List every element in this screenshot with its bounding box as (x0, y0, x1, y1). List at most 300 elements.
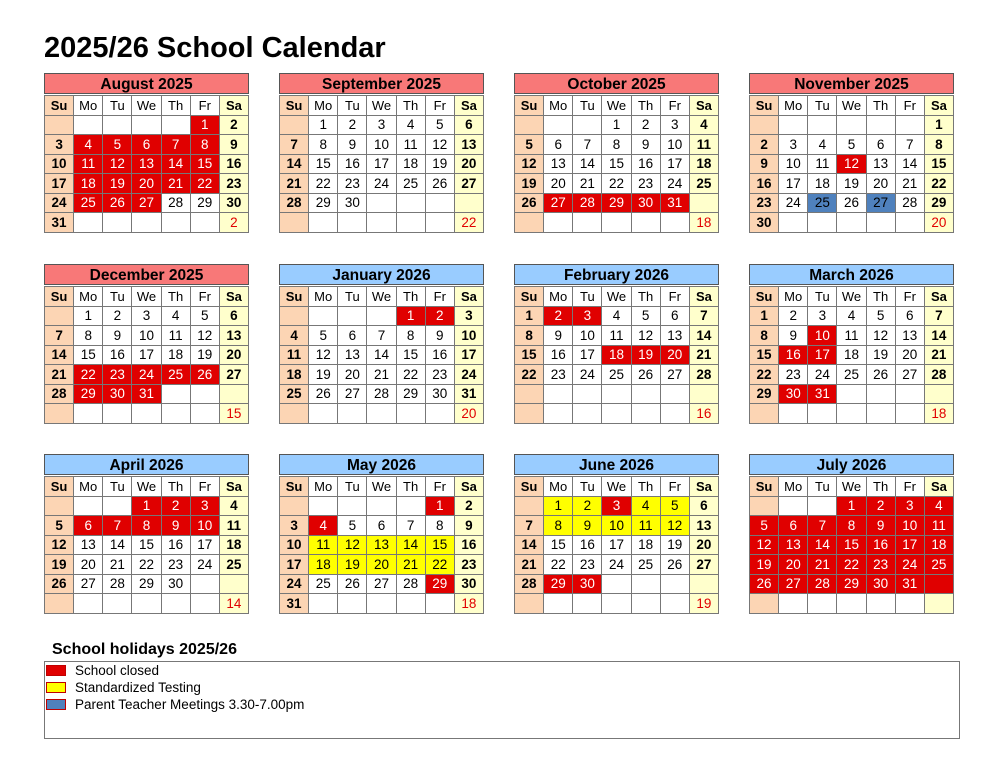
legend-label: School closed (75, 663, 160, 678)
empty-cell (103, 213, 132, 233)
day-cell: 7 (103, 516, 132, 536)
day-cell: 28 (280, 193, 309, 213)
day-cell: 4 (689, 115, 718, 135)
day-cell: 10 (367, 135, 396, 155)
day-cell: 29 (190, 193, 219, 213)
weekday-header: Su (750, 477, 779, 497)
empty-cell (866, 404, 895, 424)
day-cell: 27 (895, 365, 924, 385)
day-cell: 13 (779, 535, 808, 555)
school-day-count: 16 (689, 404, 718, 424)
day-cell: 3 (45, 135, 74, 155)
weekday-header: We (602, 477, 631, 497)
day-cell: 18 (396, 154, 425, 174)
empty-cell (74, 594, 103, 614)
day-cell: 18 (837, 345, 866, 365)
month-header: June 2026 (514, 454, 719, 475)
day-cell: 21 (103, 555, 132, 575)
empty-cell (309, 213, 338, 233)
day-cell: 15 (924, 154, 953, 174)
day-cell: 11 (689, 135, 718, 155)
empty-cell (190, 213, 219, 233)
day-cell: 16 (631, 154, 660, 174)
weekday-header: Mo (779, 96, 808, 116)
weekday-header: Fr (190, 477, 219, 497)
empty-cell (74, 404, 103, 424)
day-cell: 26 (338, 574, 367, 594)
day-cell: 2 (338, 115, 367, 135)
day-cell: 28 (103, 574, 132, 594)
day-cell: 16 (338, 154, 367, 174)
school-day-count: 2 (219, 213, 248, 233)
empty-cell (515, 496, 544, 516)
day-cell: 5 (45, 516, 74, 536)
day-cell: 16 (573, 535, 602, 555)
day-cell: 4 (161, 306, 190, 326)
day-cell: 10 (45, 154, 74, 174)
weekday-header: Th (631, 96, 660, 116)
school-day-count: 18 (454, 594, 483, 614)
day-cell: 29 (396, 384, 425, 404)
day-cell: 22 (602, 174, 631, 194)
school-day-count: 18 (924, 404, 953, 424)
day-cell: 29 (74, 384, 103, 404)
empty-cell (74, 213, 103, 233)
day-cell: 22 (924, 174, 953, 194)
day-cell: 29 (544, 574, 573, 594)
empty-cell (515, 594, 544, 614)
weekday-header: Sa (219, 287, 248, 307)
day-cell: 28 (367, 384, 396, 404)
empty-cell (280, 213, 309, 233)
weekday-header: Su (280, 287, 309, 307)
day-cell: 14 (573, 154, 602, 174)
day-cell: 22 (425, 555, 454, 575)
day-cell: 5 (631, 306, 660, 326)
empty-cell (515, 404, 544, 424)
empty-cell (602, 384, 631, 404)
month-table (279, 95, 484, 233)
weekday-header: We (367, 287, 396, 307)
day-cell: 22 (544, 555, 573, 575)
empty-cell (660, 404, 689, 424)
legend-swatch-closed (46, 665, 66, 676)
day-cell: 9 (425, 326, 454, 346)
month-february-2026 (514, 264, 719, 424)
day-cell: 7 (808, 516, 837, 536)
day-cell: 4 (837, 306, 866, 326)
day-cell: 22 (309, 174, 338, 194)
day-cell: 28 (396, 574, 425, 594)
empty-cell (103, 115, 132, 135)
empty-cell (573, 213, 602, 233)
school-day-count: 14 (219, 594, 248, 614)
empty-cell (396, 404, 425, 424)
day-cell: 1 (515, 306, 544, 326)
day-cell: 1 (190, 115, 219, 135)
day-cell: 15 (396, 345, 425, 365)
day-cell: 19 (425, 154, 454, 174)
empty-cell (750, 594, 779, 614)
day-cell: 7 (573, 135, 602, 155)
legend-box (44, 661, 960, 739)
day-cell: 9 (544, 326, 573, 346)
day-cell: 5 (515, 135, 544, 155)
day-cell: 30 (573, 574, 602, 594)
empty-cell (45, 404, 74, 424)
day-cell: 19 (631, 345, 660, 365)
weekday-header: Mo (544, 477, 573, 497)
day-cell: 16 (219, 154, 248, 174)
weekday-header: Tu (103, 287, 132, 307)
day-cell: 24 (895, 555, 924, 575)
empty-cell (573, 594, 602, 614)
day-cell: 24 (660, 174, 689, 194)
day-cell: 12 (338, 535, 367, 555)
day-cell: 30 (103, 384, 132, 404)
day-cell: 14 (808, 535, 837, 555)
day-cell: 25 (602, 365, 631, 385)
day-cell: 30 (425, 384, 454, 404)
weekday-header: Tu (573, 287, 602, 307)
day-cell: 6 (367, 516, 396, 536)
day-cell: 14 (103, 535, 132, 555)
weekday-header: Su (750, 287, 779, 307)
empty-cell (161, 384, 190, 404)
weekday-header: Fr (895, 287, 924, 307)
day-cell: 30 (454, 574, 483, 594)
empty-cell (602, 213, 631, 233)
day-cell: 7 (396, 516, 425, 536)
day-cell: 28 (515, 574, 544, 594)
weekday-header: Su (45, 287, 74, 307)
day-cell: 21 (45, 365, 74, 385)
empty-cell (631, 574, 660, 594)
empty-cell (219, 384, 248, 404)
day-cell: 19 (190, 345, 219, 365)
school-day-count: 19 (689, 594, 718, 614)
day-cell: 16 (750, 174, 779, 194)
weekday-header: Th (631, 287, 660, 307)
day-cell: 19 (338, 555, 367, 575)
day-cell: 23 (750, 193, 779, 213)
empty-cell (45, 115, 74, 135)
empty-cell (309, 496, 338, 516)
day-cell: 2 (219, 115, 248, 135)
day-cell: 12 (837, 154, 866, 174)
empty-cell (280, 496, 309, 516)
day-cell: 9 (219, 135, 248, 155)
empty-cell (338, 213, 367, 233)
day-cell: 8 (396, 326, 425, 346)
weekday-header: Th (866, 96, 895, 116)
day-cell: 1 (132, 496, 161, 516)
empty-cell (132, 594, 161, 614)
day-cell: 3 (660, 115, 689, 135)
empty-cell (602, 574, 631, 594)
weekday-header: Tu (338, 287, 367, 307)
weekday-header: Fr (895, 96, 924, 116)
weekday-header: Fr (190, 96, 219, 116)
empty-cell (367, 594, 396, 614)
day-cell: 10 (660, 135, 689, 155)
day-cell: 8 (750, 326, 779, 346)
empty-cell (602, 594, 631, 614)
weekday-header: Su (515, 96, 544, 116)
empty-cell (190, 594, 219, 614)
day-cell: 20 (544, 174, 573, 194)
day-cell: 20 (454, 154, 483, 174)
day-cell: 31 (660, 193, 689, 213)
empty-cell (573, 115, 602, 135)
empty-cell (544, 384, 573, 404)
empty-cell (161, 115, 190, 135)
day-cell: 21 (573, 174, 602, 194)
day-cell: 22 (515, 365, 544, 385)
empty-cell (808, 496, 837, 516)
weekday-header: Th (161, 96, 190, 116)
day-cell: 18 (631, 535, 660, 555)
empty-cell (750, 404, 779, 424)
month-table (749, 95, 954, 233)
empty-cell (924, 574, 953, 594)
weekday-header: Fr (660, 96, 689, 116)
day-cell: 25 (161, 365, 190, 385)
day-cell: 20 (219, 345, 248, 365)
day-cell: 8 (190, 135, 219, 155)
day-cell: 18 (602, 345, 631, 365)
day-cell: 11 (602, 326, 631, 346)
empty-cell (425, 193, 454, 213)
day-cell: 15 (74, 345, 103, 365)
day-cell: 25 (924, 555, 953, 575)
day-cell: 27 (689, 555, 718, 575)
day-cell: 3 (280, 516, 309, 536)
day-cell: 10 (190, 516, 219, 536)
day-cell: 8 (837, 516, 866, 536)
day-cell: 20 (895, 345, 924, 365)
day-cell: 11 (161, 326, 190, 346)
day-cell: 2 (103, 306, 132, 326)
empty-cell (895, 404, 924, 424)
empty-cell (750, 496, 779, 516)
day-cell: 7 (924, 306, 953, 326)
day-cell: 14 (45, 345, 74, 365)
day-cell: 23 (219, 174, 248, 194)
day-cell: 11 (837, 326, 866, 346)
day-cell: 20 (132, 174, 161, 194)
month-january-2026 (279, 264, 484, 424)
day-cell: 23 (338, 174, 367, 194)
day-cell: 27 (219, 365, 248, 385)
day-cell: 7 (689, 306, 718, 326)
day-cell: 6 (74, 516, 103, 536)
day-cell: 22 (74, 365, 103, 385)
month-header: February 2026 (514, 264, 719, 285)
day-cell: 8 (132, 516, 161, 536)
empty-cell (631, 213, 660, 233)
weekday-header: Fr (190, 287, 219, 307)
weekday-header: Th (631, 477, 660, 497)
empty-cell (631, 594, 660, 614)
day-cell: 31 (454, 384, 483, 404)
day-cell: 29 (425, 574, 454, 594)
empty-cell (689, 193, 718, 213)
day-cell: 17 (602, 535, 631, 555)
day-cell: 18 (219, 535, 248, 555)
day-cell: 27 (367, 574, 396, 594)
weekday-header: Sa (454, 287, 483, 307)
legend-label: Parent Teacher Meetings 3.30-7.00pm (75, 697, 305, 712)
legend-label: Standardized Testing (75, 680, 201, 695)
day-cell: 30 (750, 213, 779, 233)
day-cell: 5 (309, 326, 338, 346)
empty-cell (808, 404, 837, 424)
day-cell: 15 (309, 154, 338, 174)
school-day-count: 22 (454, 213, 483, 233)
day-cell: 15 (602, 154, 631, 174)
day-cell: 4 (74, 135, 103, 155)
empty-cell (924, 384, 953, 404)
day-cell: 16 (161, 535, 190, 555)
day-cell: 19 (103, 174, 132, 194)
empty-cell (280, 404, 309, 424)
day-cell: 10 (895, 516, 924, 536)
empty-cell (837, 213, 866, 233)
day-cell: 18 (808, 174, 837, 194)
legend-item-school-closed (45, 662, 959, 679)
month-december-2025 (44, 264, 249, 424)
day-cell: 28 (573, 193, 602, 213)
weekday-header: We (132, 96, 161, 116)
weekday-header: We (132, 477, 161, 497)
day-cell: 23 (103, 365, 132, 385)
day-cell: 21 (161, 174, 190, 194)
month-header: July 2026 (749, 454, 954, 475)
empty-cell (631, 404, 660, 424)
weekday-header: We (837, 477, 866, 497)
day-cell: 12 (103, 154, 132, 174)
day-cell: 3 (367, 115, 396, 135)
day-cell: 31 (132, 384, 161, 404)
day-cell: 21 (689, 345, 718, 365)
weekday-header: Su (750, 96, 779, 116)
weekday-header: Sa (924, 477, 953, 497)
day-cell: 6 (454, 115, 483, 135)
day-cell: 3 (454, 306, 483, 326)
day-cell: 15 (837, 535, 866, 555)
day-cell: 10 (132, 326, 161, 346)
empty-cell (808, 213, 837, 233)
day-cell: 26 (190, 365, 219, 385)
day-cell: 16 (454, 535, 483, 555)
month-header: December 2025 (44, 264, 249, 285)
month-march-2026 (749, 264, 954, 424)
day-cell: 14 (396, 535, 425, 555)
empty-cell (338, 404, 367, 424)
empty-cell (660, 594, 689, 614)
day-cell: 31 (280, 594, 309, 614)
day-cell: 31 (808, 384, 837, 404)
month-header: May 2026 (279, 454, 484, 475)
day-cell: 15 (190, 154, 219, 174)
day-cell: 15 (750, 345, 779, 365)
weekday-header: Tu (573, 477, 602, 497)
weekday-header: Fr (425, 287, 454, 307)
weekday-header: Tu (103, 477, 132, 497)
day-cell: 12 (309, 345, 338, 365)
day-cell: 17 (280, 555, 309, 575)
empty-cell (338, 306, 367, 326)
day-cell: 23 (779, 365, 808, 385)
day-cell: 29 (309, 193, 338, 213)
empty-cell (367, 404, 396, 424)
month-september-2025 (279, 73, 484, 233)
day-cell: 26 (837, 193, 866, 213)
empty-cell (779, 213, 808, 233)
month-header: March 2026 (749, 264, 954, 285)
day-cell: 9 (779, 326, 808, 346)
day-cell: 13 (895, 326, 924, 346)
day-cell: 29 (924, 193, 953, 213)
empty-cell (808, 115, 837, 135)
day-cell: 9 (161, 516, 190, 536)
day-cell: 25 (219, 555, 248, 575)
day-cell: 13 (74, 535, 103, 555)
legend-swatch-testing (46, 682, 66, 693)
day-cell: 30 (338, 193, 367, 213)
weekday-header: Th (866, 477, 895, 497)
day-cell: 18 (280, 365, 309, 385)
day-cell: 4 (808, 135, 837, 155)
weekday-header: Tu (338, 477, 367, 497)
weekday-header: We (602, 96, 631, 116)
day-cell: 24 (132, 365, 161, 385)
legend-item-parent-teacher-meetings (45, 696, 959, 713)
weekday-header: We (132, 287, 161, 307)
day-cell: 23 (573, 555, 602, 575)
empty-cell (779, 594, 808, 614)
day-cell: 14 (280, 154, 309, 174)
day-cell: 15 (425, 535, 454, 555)
day-cell: 3 (132, 306, 161, 326)
day-cell: 10 (779, 154, 808, 174)
weekday-header: Sa (454, 96, 483, 116)
day-cell: 21 (280, 174, 309, 194)
empty-cell (132, 404, 161, 424)
day-cell: 17 (367, 154, 396, 174)
day-cell: 3 (602, 496, 631, 516)
weekday-header: Fr (660, 287, 689, 307)
weekday-header: Tu (103, 96, 132, 116)
day-cell: 11 (631, 516, 660, 536)
day-cell: 20 (367, 555, 396, 575)
weekday-header: Th (161, 477, 190, 497)
day-cell: 12 (425, 135, 454, 155)
day-cell: 3 (779, 135, 808, 155)
weekday-header: Fr (895, 477, 924, 497)
weekday-header: Fr (425, 477, 454, 497)
empty-cell (895, 213, 924, 233)
empty-cell (425, 404, 454, 424)
month-header: November 2025 (749, 73, 954, 94)
day-cell: 14 (895, 154, 924, 174)
day-cell: 6 (866, 135, 895, 155)
school-day-count: 20 (454, 404, 483, 424)
day-cell: 12 (515, 154, 544, 174)
day-cell: 10 (280, 535, 309, 555)
day-cell: 8 (515, 326, 544, 346)
